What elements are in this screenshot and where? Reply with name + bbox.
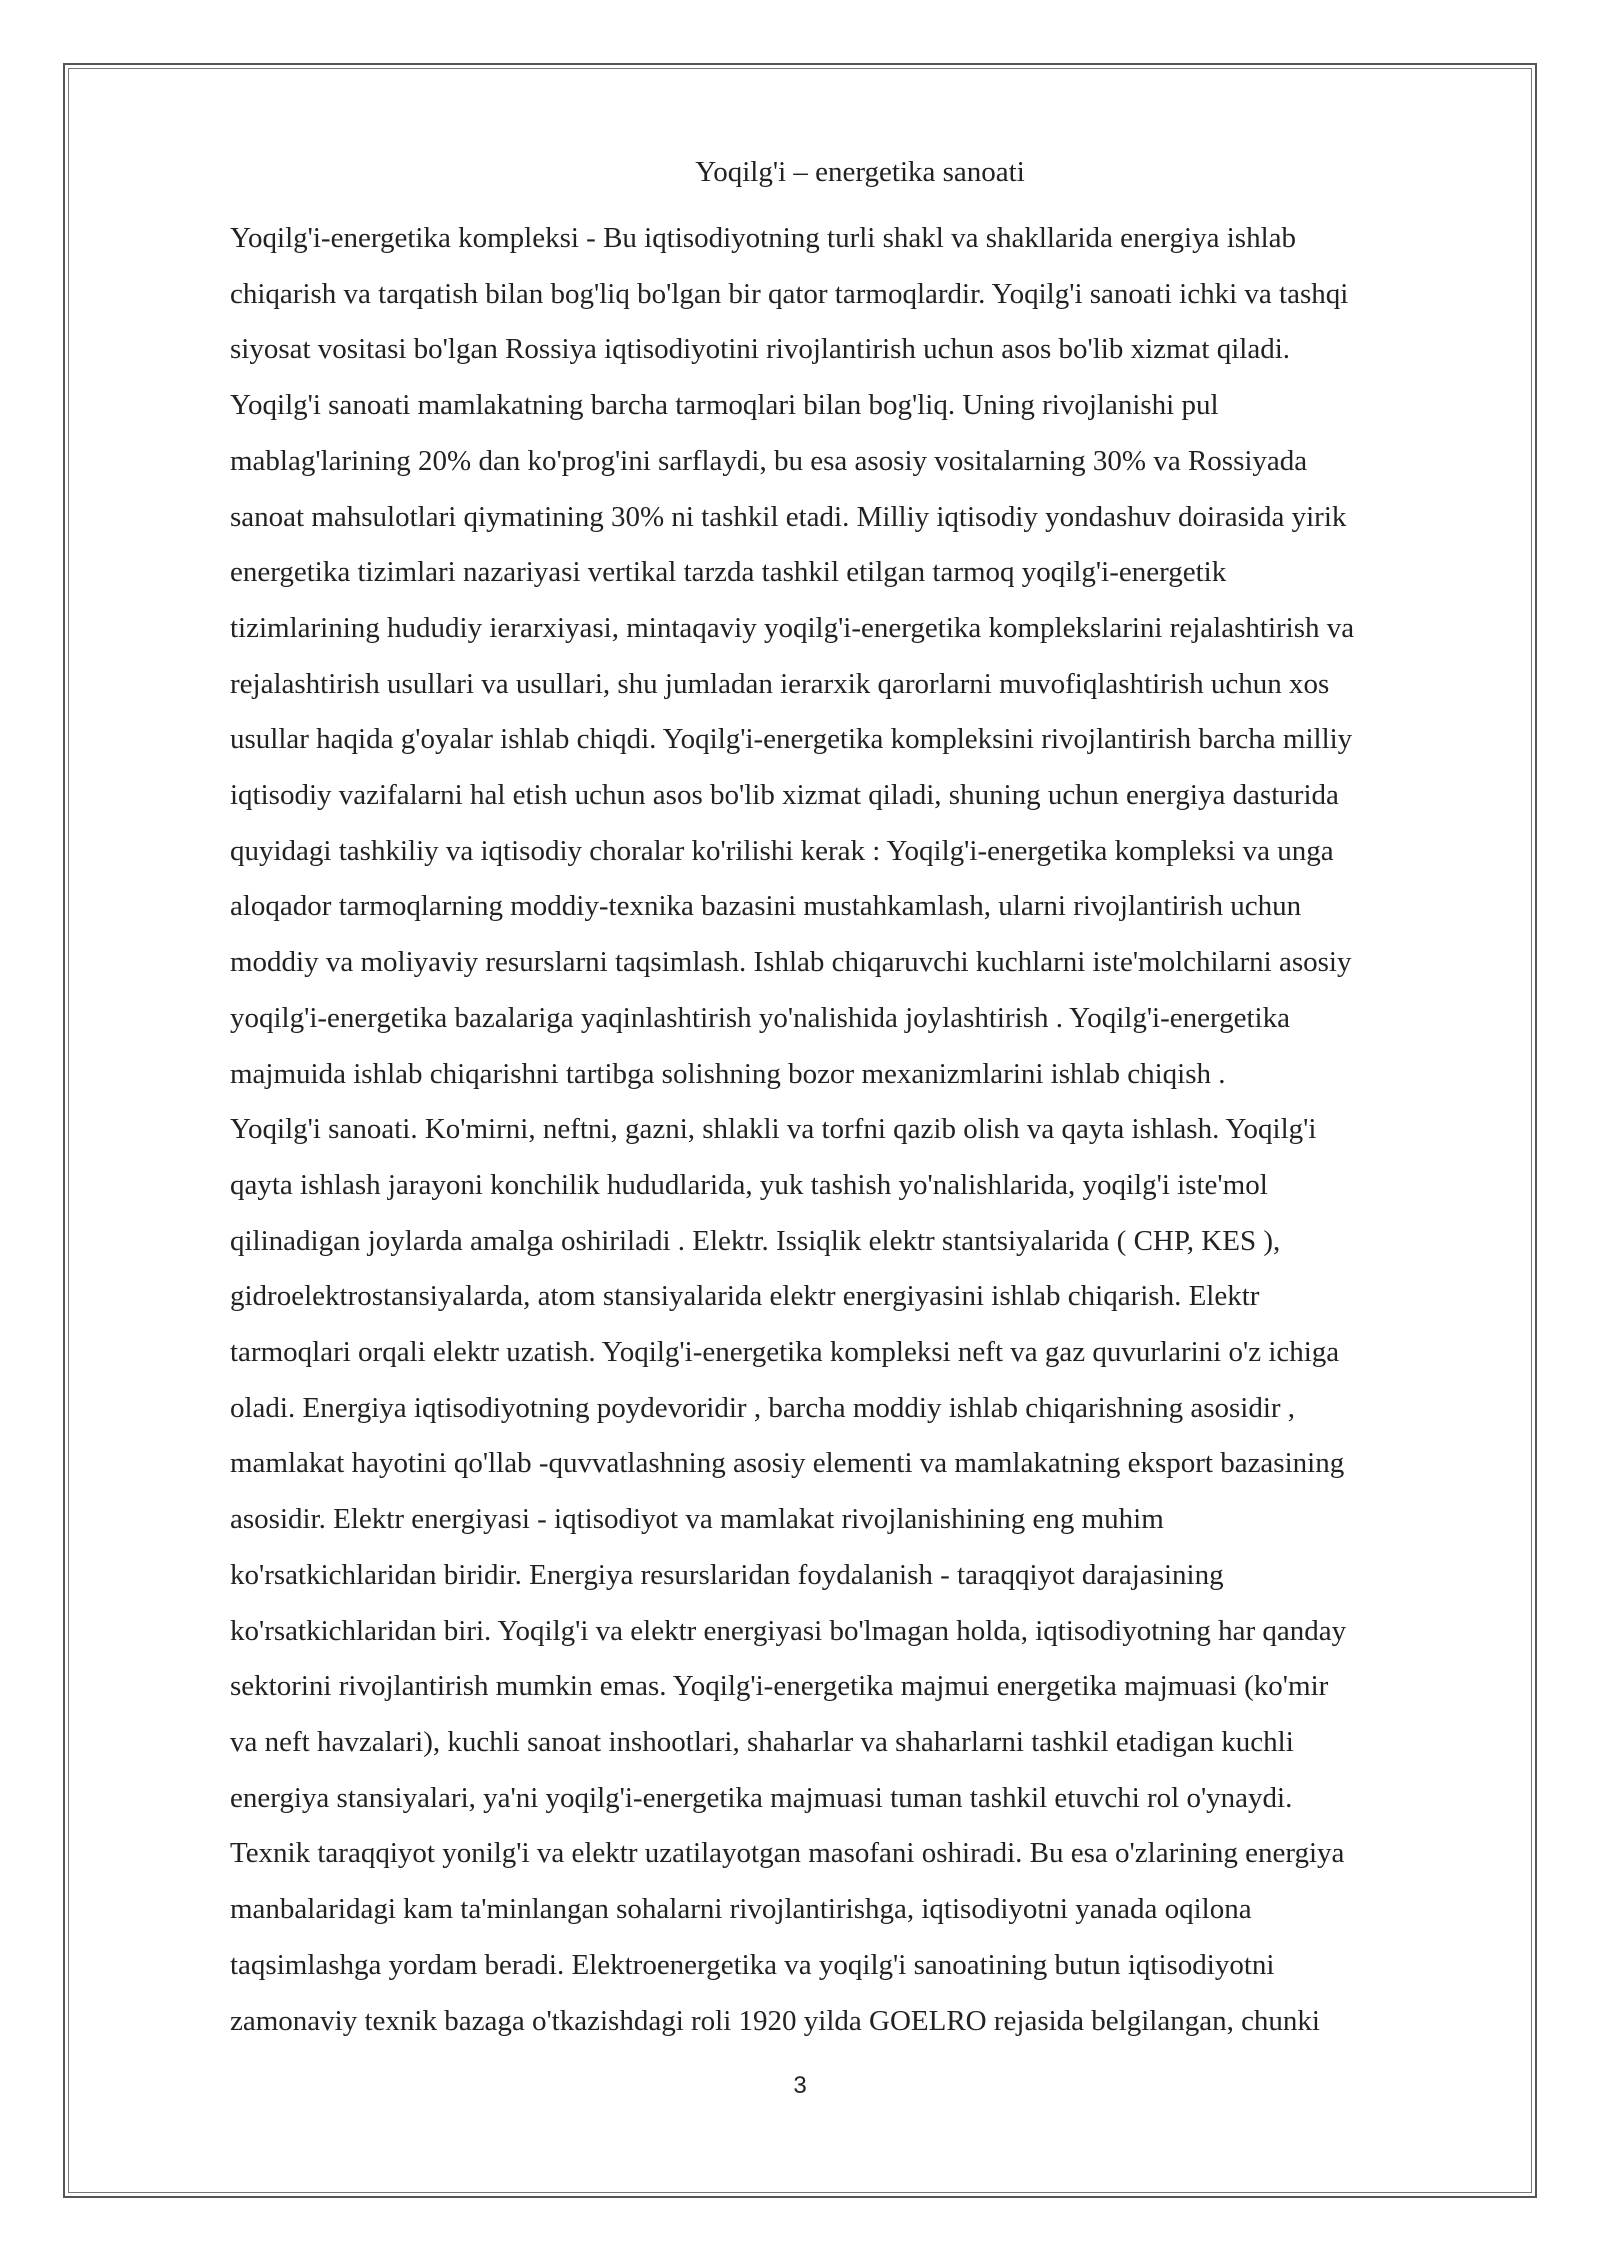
body-line: rejalashtirish usullari va usullari, shu jumladan ierarxik qarorlarni muvofiqlashtirish uchun xos [230, 667, 1330, 700]
body-text [230, 211, 1490, 2049]
page-number: 3 [793, 2072, 807, 2099]
body-line: mamlakat hayotini qo'llab -quvvatlashning asosiy elementi va mamlakatning eksport bazasining [230, 1447, 1345, 1480]
body-line: taqsimlashga yordam beradi. Elektroenergetika va yoqilg'i sanoatining butun iqtisodiyotni [230, 1948, 1275, 1981]
body-line: tarmoqlari orqali elektr uzatish. Yoqilg'i-energetika kompleksi neft va gaz quvurlarini o'z ichiga [230, 1336, 1340, 1369]
body-line: tizimlarining hududiy ierarxiyasi, mintaqaviy yoqilg'i-energetika komplekslarini rejalashtirish va [230, 611, 1355, 644]
body-line: iqtisodiy vazifalarni hal etish uchun asos bo'lib xizmat qiladi, shuning uchun energiya dasturida [230, 779, 1339, 812]
body-line: gidroelektrostansiyalarda, atom stansiyalarida elektr energiyasini ishlab chiqarish. Elektr [230, 1280, 1260, 1313]
body-line: Yoqilg'i sanoati. Ko'mirni, neftni, gazni, shlakli va torfni qazib olish va qayta ishlash. Yoqilg'i [230, 1113, 1317, 1146]
body-line: va neft havzalari), kuchli sanoat inshootlari, shaharlar va shaharlarni tashkil etadigan kuchli [230, 1725, 1294, 1758]
body-line: Texnik taraqqiyot yonilg'i va elektr uzatilayotgan masofani oshiradi. Bu esa o'zlarining energiya [230, 1837, 1345, 1870]
body-line: qayta ishlash jarayoni konchilik hududlarida, yuk tashish yo'nalishlarida, yoqilg'i iste'mol [230, 1168, 1268, 1201]
body-line: sektorini rivojlantirish mumkin emas. Yoqilg'i-energetika majmui energetika majmuasi (ko'mir [230, 1670, 1329, 1703]
body-line: usullar haqida g'oyalar ishlab chiqdi. Yoqilg'i-energetika kompleksini rivojlantirish barcha milliy [230, 723, 1353, 756]
body-line: energetika tizimlari nazariyasi vertikal tarzda tashkil etilgan tarmoq yoqilg'i-energetik [230, 556, 1227, 589]
body-line: majmuida ishlab chiqarishni tartibga solishning bozor mexanizmlarini ishlab chiqish . [230, 1057, 1226, 1090]
body-line: ko'rsatkichlaridan biri. Yoqilg'i va elektr energiyasi bo'lmagan holda, iqtisodiyotning har qanday [230, 1614, 1347, 1647]
body-line: yoqilg'i-energetika bazalariga yaqinlashtirish yo'nalishida joylashtirish . Yoqilg'i-energetika [230, 1001, 1290, 1034]
body-line: Yoqilg'i-energetika kompleksi - Bu iqtisodiyotning turli shakl va shakllarida energiya ishlab [230, 222, 1297, 254]
body-line: asosidir. Elektr energiyasi - iqtisodiyot va mamlakat rivojlanishining eng muhim [230, 1503, 1164, 1536]
document-body [230, 147, 1490, 2049]
body-line: energiya stansiyalari, ya'ni yoqilg'i-energetika majmuasi tuman tashkil etuvchi rol o'ynaydi. [230, 1781, 1293, 1814]
body-line: moddiy va moliyaviy resurslarni taqsimlash. Ishlab chiqaruvchi kuchlarni iste'molchilarni asosiy [230, 946, 1352, 979]
body-line: oladi. Energiya iqtisodiyotning poydevoridir , barcha moddiy ishlab chiqarishning asosidir , [230, 1391, 1296, 1424]
body-line: qilinadigan joylarda amalga oshiriladi . Elektr. Issiqlik elektr stantsiyalarida ( CHP, KES ), [230, 1224, 1281, 1257]
body-line: sanoat mahsulotlari qiymatining 30% ni tashkil etadi. Milliy iqtisodiy yondashuv doirasida yirik [230, 500, 1347, 533]
document-title: Yoqilg'i – energetika sanoati [695, 156, 1025, 188]
body-line: Yoqilg'i sanoati mamlakatning barcha tarmoqlari bilan bog'liq. Uning rivojlanishi pul [230, 389, 1219, 422]
body-line: aloqador tarmoqlarning moddiy-texnika bazasini mustahkamlash, ularni rivojlantirish uchun [230, 890, 1302, 923]
body-line: quyidagi tashkiliy va iqtisodiy choralar ko'rilishi kerak : Yoqilg'i-energetika kompleksi va unga [230, 834, 1334, 867]
body-line: zamonaviy texnik bazaga o'tkazishdagi roli 1920 yilda GOELRO rejasida belgilangan, chunki [230, 2004, 1320, 2037]
body-line: ko'rsatkichlaridan biridir. Energiya resurslaridan foydalanish - taraqqiyot darajasining [230, 1558, 1224, 1591]
body-line: chiqarish va tarqatish bilan bog'liq bo'lgan bir qator tarmoqlardir. Yoqilg'i sanoati ichki va tashqi [230, 277, 1349, 310]
body-line: mablag'larining 20% dan ko'prog'ini sarflaydi, bu esa asosiy vositalarning 30% va Rossiyada [230, 444, 1308, 477]
body-line: manbalaridagi kam ta'minlangan sohalarni rivojlantirishga, iqtisodiyotni yanada oqilona [230, 1893, 1252, 1926]
body-line: siyosat vositasi bo'lgan Rossiya iqtisodiyotini rivojlantirish uchun asos bo'lib xizmat qiladi. [230, 333, 1291, 366]
